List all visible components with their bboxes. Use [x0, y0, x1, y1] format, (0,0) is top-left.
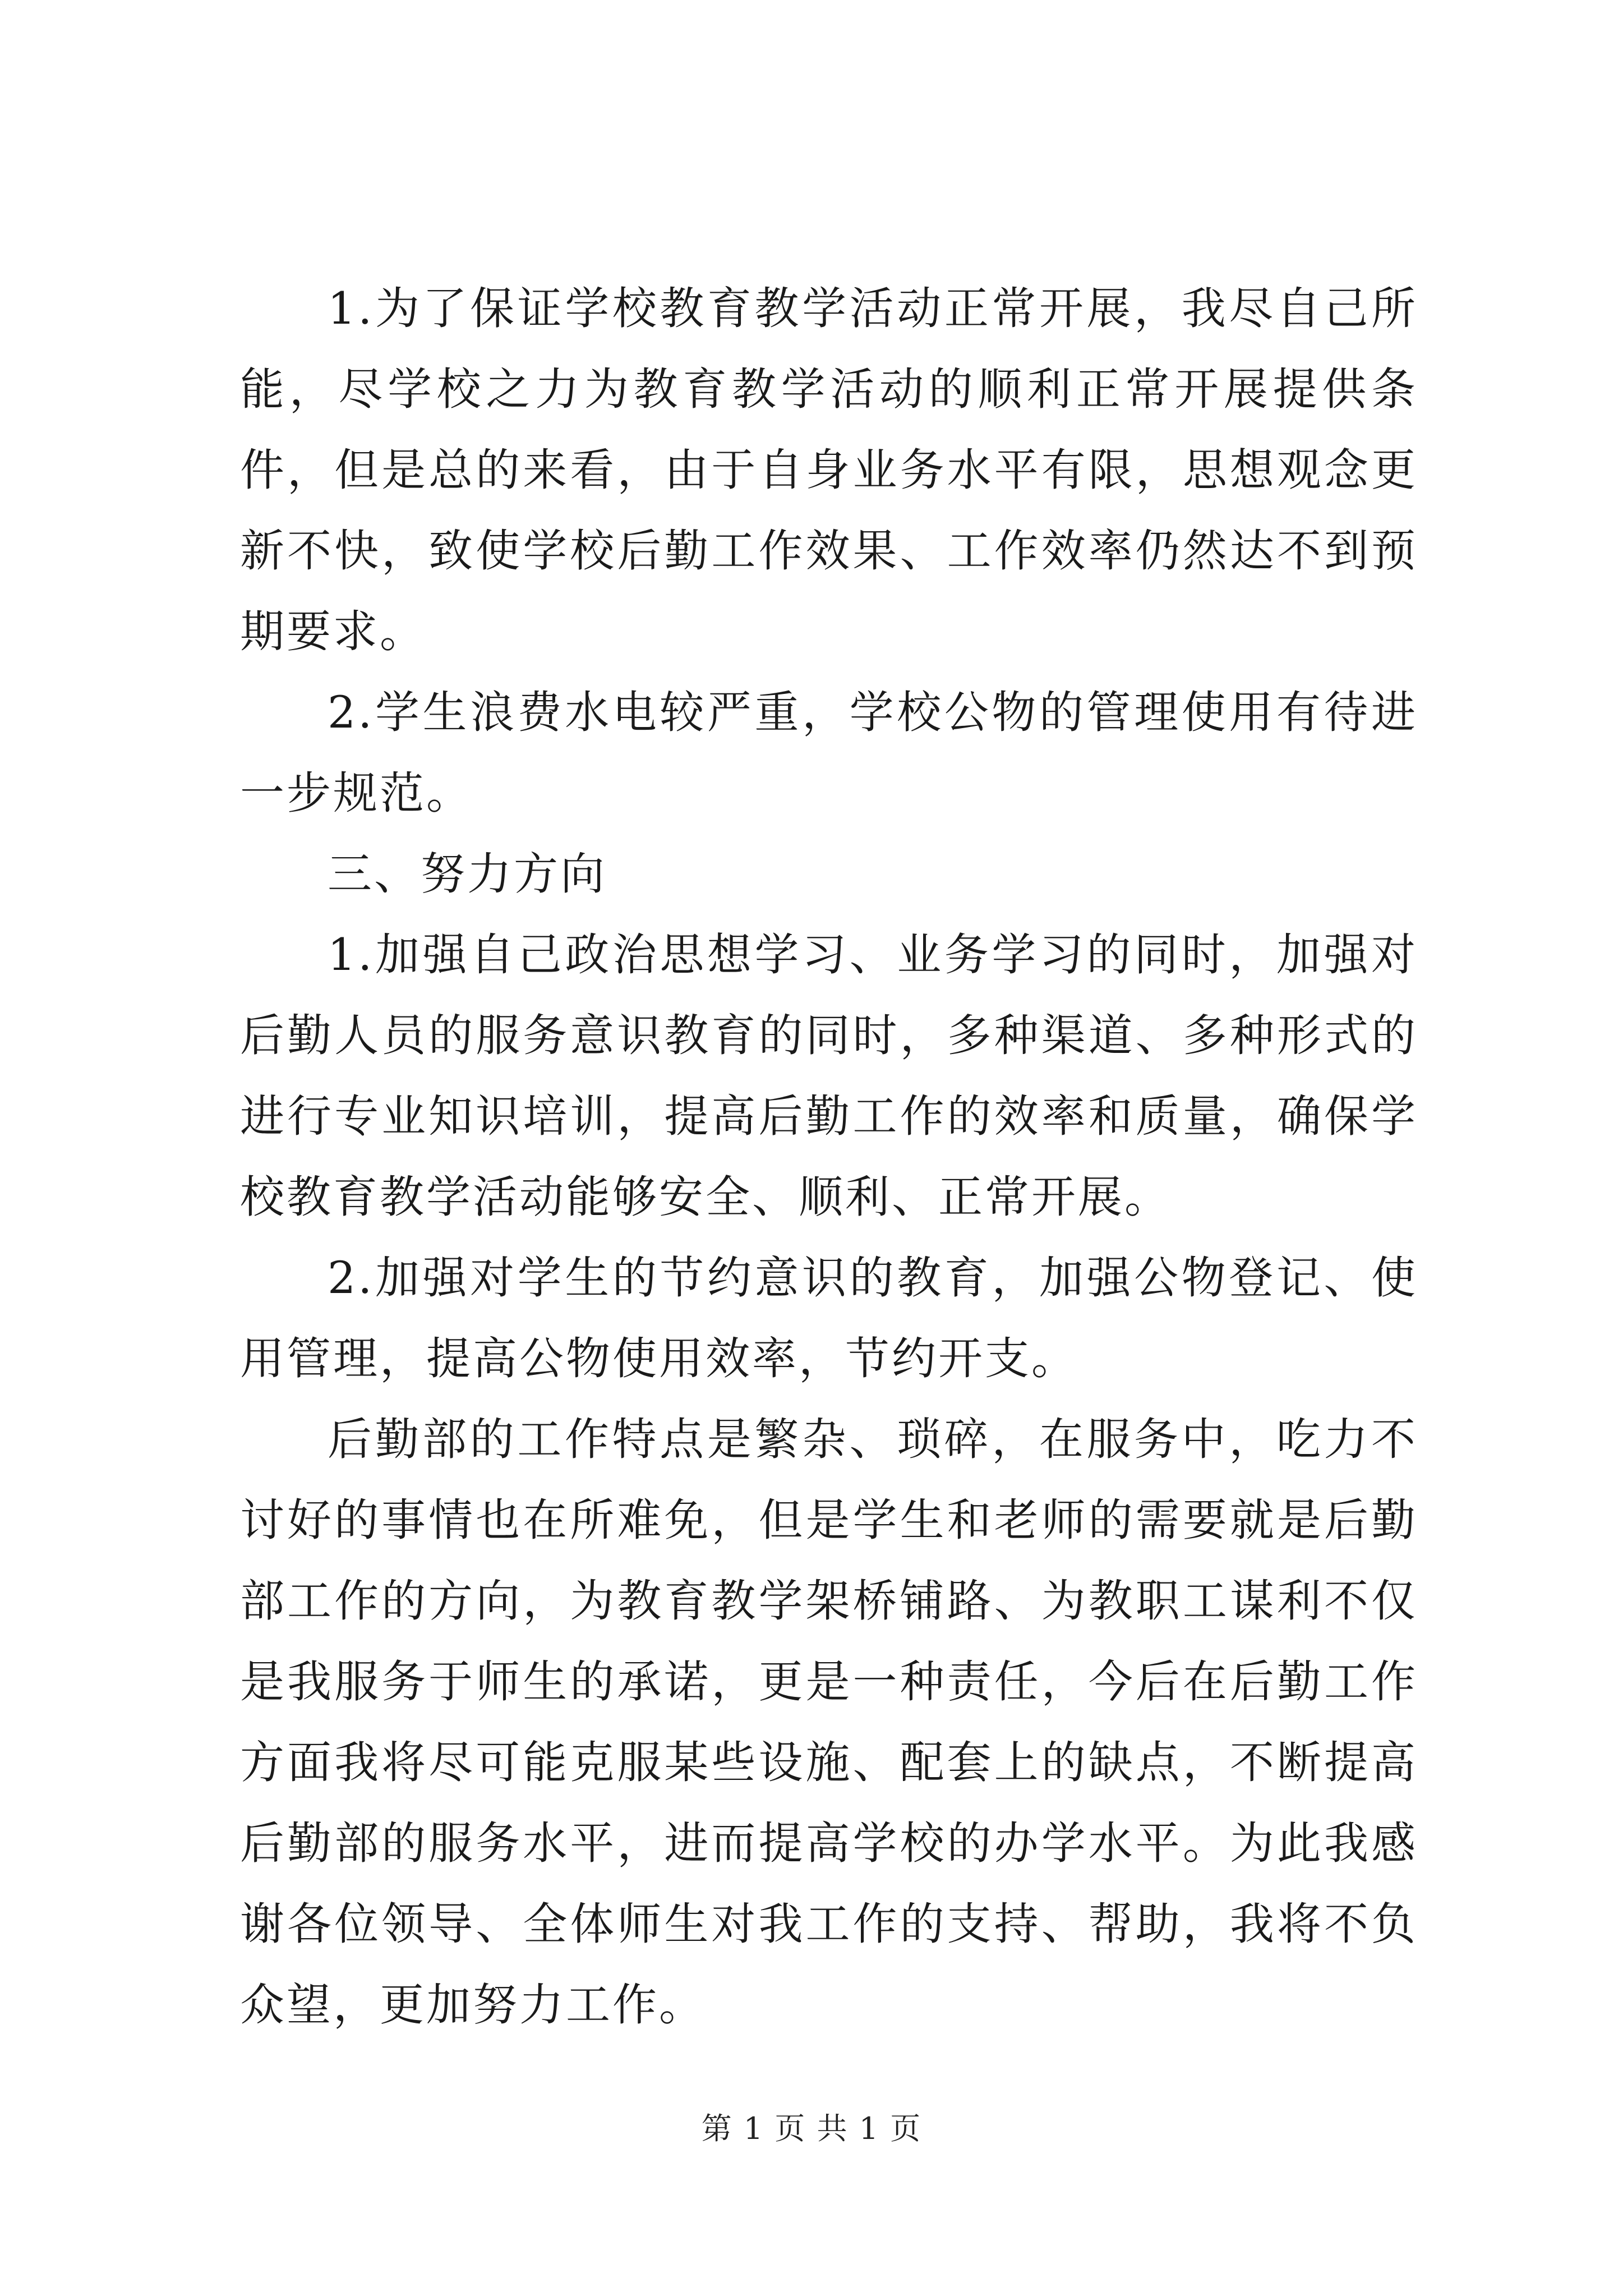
page-footer: 第 1 页 共 1 页	[701, 2111, 922, 2146]
paragraph-problem-2: 2.学生浪费水电较严重，学校公物的管理使用有待进一步规范。	[240, 687, 1418, 819]
document-body	[240, 268, 1418, 2045]
paragraph-direction-1: 1.加强自己政治思想学习、业务学习的同时，加强对后勤人员的服务意识教育的同时，多种渠道、多种形式的进行专业知识培训，提高后勤工作的效率和质量，确保学校教育教学活动能够安全、顺利、正常开展。	[240, 929, 1418, 1223]
section-heading-direction: 三、努力方向	[328, 848, 607, 900]
paragraph-conclusion: 后勤部的工作特点是繁杂、琐碎，在服务中，吃力不讨好的事情也在所难免，但是学生和老师的需要就是后勤部工作的方向，为教育教学架桥铺路、为教职工谋利不仅是我服务于师生的承诺，更是一种责任，今后在后勤工作方面我将尽可能克服某些设施、配套上的缺点，不断提高后勤部的服务水平，进而提高学校的办学水平。为此我感谢各位领导、全体师生对我工作的支持、帮助，我将不负众望，更加努力工作。	[240, 1414, 1418, 2031]
paragraph-direction-2: 2.加强对学生的节约意识的教育，加强公物登记、使用管理，提高公物使用效率，节约开支。	[240, 1252, 1418, 1384]
paragraph-problem-1: 1.为了保证学校教育教学活动正常开展，我尽自己所能，尽学校之力为教育教学活动的顺利正常开展提供条件，但是总的来看，由于自身业务水平有限，思想观念更新不快，致使学校后勤工作效果、工作效率仍然达不到预期要求。	[240, 283, 1418, 657]
